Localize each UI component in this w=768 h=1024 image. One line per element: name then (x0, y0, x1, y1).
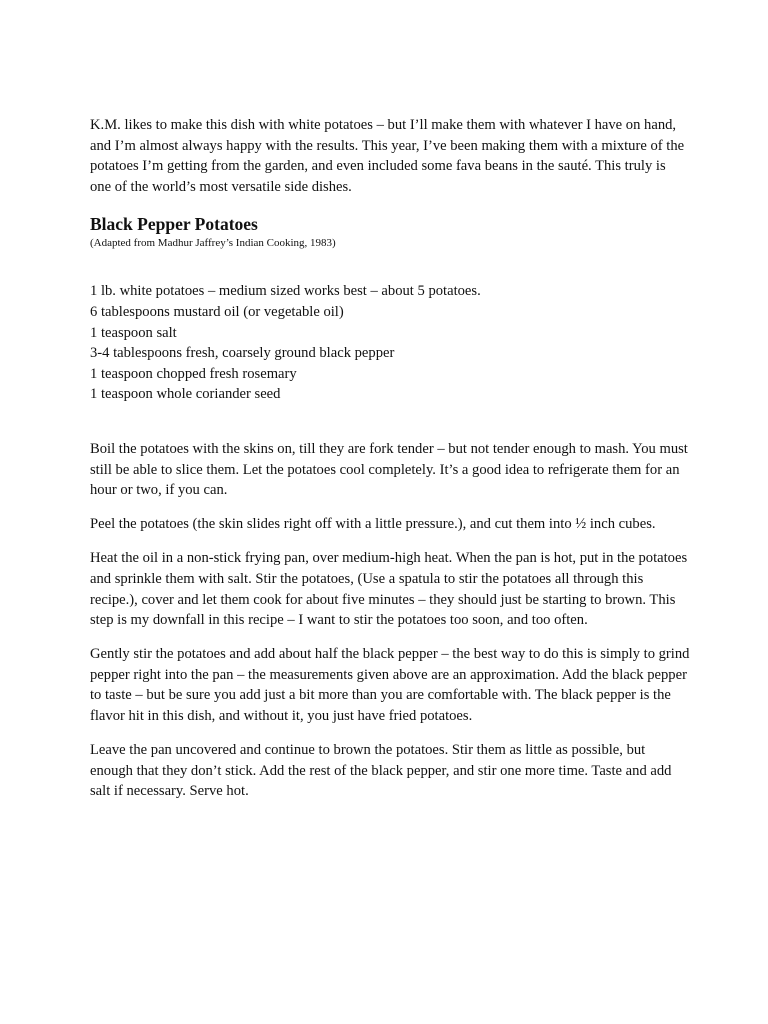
ingredient-item: 1 lb. white potatoes – medium sized works best – about 5 potatoes. (90, 283, 481, 300)
recipe-source: (Adapted from Madhur Jaffrey’s Indian Cooking, 1983) (90, 237, 336, 250)
instruction-steps (90, 439, 690, 802)
ingredient-item: 1 teaspoon salt (90, 324, 177, 341)
recipe-title: Black Pepper Potatoes (90, 214, 258, 235)
step-paragraph: Peel the potatoes (the skin slides right off with a little pressure.), and cut them into ½ inch cubes. (90, 516, 656, 533)
intro-paragraph: K.M. likes to make this dish with white potatoes – but I’ll make them with whatever I have on hand, and I’m almost always happy with the results. This year, I’ve been making them with a mixture of the potatoes I’m getting from the garden, and even included some fava beans in the sauté. This truly is one of the world’s most versatile side dishes. (90, 117, 685, 195)
step-paragraph: Heat the oil in a non-stick frying pan, over medium-high heat. When the pan is hot, put in the potatoes and sprinkle them with salt. Stir the potatoes, (Use a spatula to stir the potatoes all through this recipe.), cover and let them cook for about five minutes – they should just be starting to brown. This step is my downfall in this recipe – I want to stir the potatoes too soon, and too often. (90, 550, 688, 629)
document-page (90, 115, 690, 815)
step-paragraph: Gently stir the potatoes and add about half the black pepper – the best way to do this is simply to grind pepper right into the pan – the measurements given above are an approximation. Add the black pepper to taste – but be sure you add just a bit more than you are comfortable with. The black pepper is the flavor hit in this dish, and without it, you just have fried potatoes. (90, 646, 690, 724)
step-paragraph: Boil the potatoes with the skins on, till they are fork tender – but not tender enough to mash. You must still be able to slice them. Let the potatoes cool completely. It’s a good idea to refrigerate them for an hour or two, if you can. (90, 440, 688, 499)
ingredient-list (90, 281, 690, 405)
step-paragraph: Leave the pan uncovered and continue to brown the potatoes. Stir them as little as possible, but enough that they don’t stick. Add the rest of the black pepper, and stir one more time. Taste and add salt if necessary. Serve hot. (90, 742, 672, 800)
ingredient-item: 6 tablespoons mustard oil (or vegetable oil) (90, 303, 344, 320)
ingredient-item: 1 teaspoon whole coriander seed (90, 386, 281, 403)
ingredient-item: 1 teaspoon chopped fresh rosemary (90, 365, 297, 382)
ingredient-item: 3-4 tablespoons fresh, coarsely ground black pepper (90, 345, 395, 362)
